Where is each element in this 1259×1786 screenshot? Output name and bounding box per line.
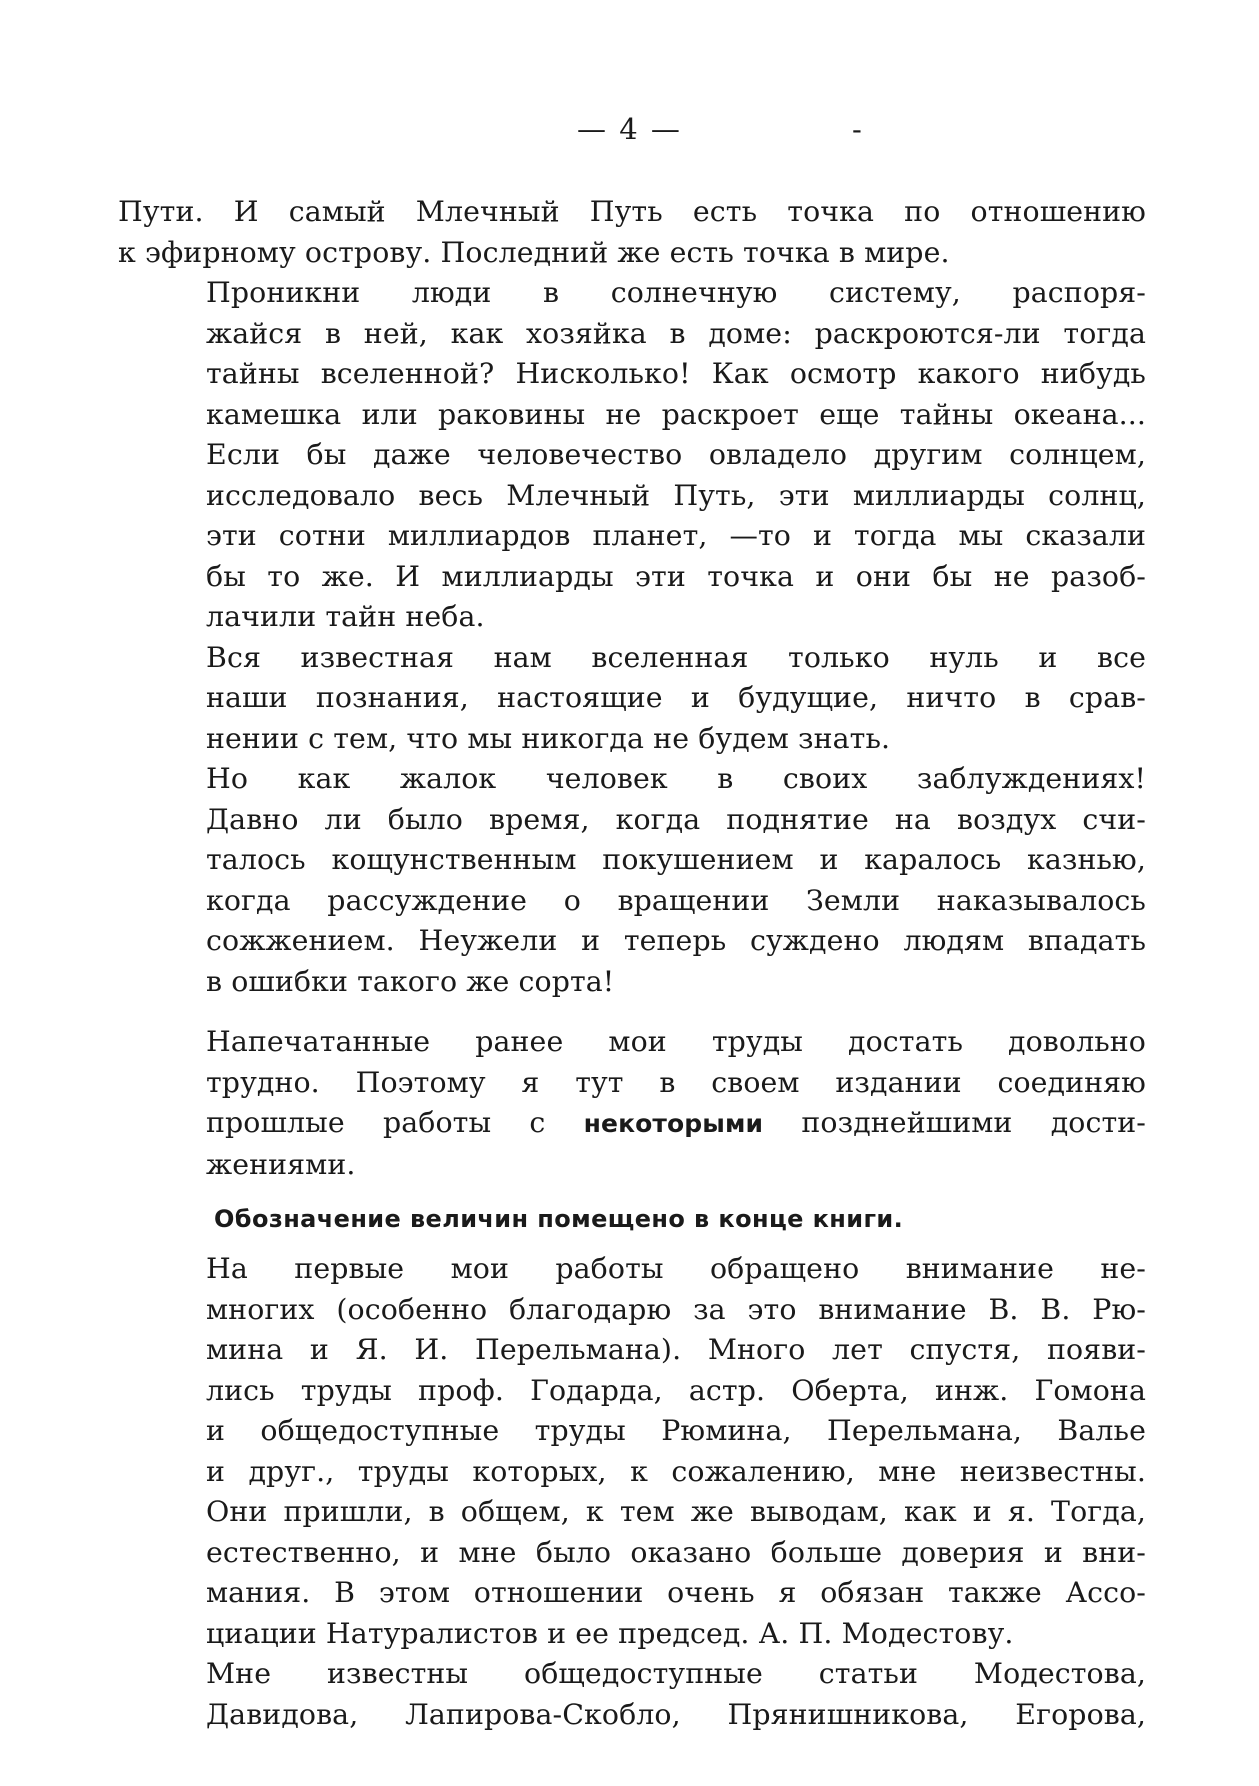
text-line: к эфирному острову. Последний же есть точка в мире. [118, 235, 950, 269]
text-line: мина и Я. И. Перельмана). Много лет спустя, появи- [206, 1333, 1146, 1366]
page-number [0, 112, 1259, 146]
text-line: в ошибки такого же сорта! [206, 964, 615, 998]
text-line: эти сотни миллиардов планет, —то и тогда мы сказали [206, 519, 1146, 552]
text-line: Если бы даже человечество овладело другим солнцем, [206, 438, 1146, 471]
paragraph-3 [118, 638, 1146, 760]
text-line: талось кощунственным покушением и каралось казнью, [206, 843, 1146, 876]
paragraph-7 [118, 1654, 1146, 1735]
text-line: Вся известная нам вселенная только нуль и все [206, 640, 1146, 674]
text-line: исследовало весь Млечный Путь, эти миллиарды солнц, [206, 478, 1146, 512]
text-line: Давидова, Лапирова-Скобло, Прянишникова, Егорова, [206, 1697, 1146, 1731]
text-line: сожжением. Неужели и теперь суждено людям впадать [206, 924, 1146, 957]
text-line: нении с тем, что мы никогда не будем знать. [206, 721, 891, 755]
text-line: Напечатанные ранее мои труды достать довольно [206, 1025, 1146, 1058]
text-line: бы то же. И миллиарды эти точка и они бы не разоб- [206, 559, 1146, 593]
paragraph-1 [118, 192, 1146, 273]
text-run: позднейшими дости- [763, 1106, 1146, 1139]
text-line: камешка или раковины не раскроет еще тайны океана... [206, 397, 1146, 431]
text-line: жениями. [206, 1147, 356, 1181]
text-line: лачили тайн неба. [206, 600, 485, 633]
text-line: многих (особенно благодарю за это внимание В. В. Рю- [206, 1292, 1146, 1326]
section-heading: Обозначение величин помещено в конце книги. [214, 1205, 904, 1233]
text-line: и общедоступные труды Рюмина, Перельмана, Валье [206, 1414, 1146, 1447]
text-line: мания. В этом отношении очень я обязан также Ассо- [206, 1576, 1146, 1609]
text-line: Они пришли, в общем, к тем же выводам, как и я. Тогда, [206, 1495, 1146, 1528]
paragraph-2 [118, 273, 1146, 638]
text-line: жайся в ней, как хозяйка в доме: раскроются-ли тогда [206, 316, 1146, 350]
text-run: прошлые работы с [206, 1106, 584, 1139]
text-line: естественно, и мне было оказано больше доверия и вни- [206, 1535, 1146, 1569]
bold-run: некоторыми [583, 1109, 764, 1138]
text-line: тайны вселенной? Нисколько! Как осмотр какого нибудь [206, 357, 1146, 390]
text-line: трудно. Поэтому я тут в своем издании соединяю [206, 1065, 1146, 1099]
text-line: и друг., труды которых, к сожалению, мне неизвестны. [206, 1454, 1146, 1488]
corner-dash: - [852, 112, 864, 146]
text-line: циации Натуралистов и ее председ. А. П. Модестову. [206, 1616, 1014, 1650]
text-line: лись труды проф. Годарда, астр. Оберта, инж. Гомона [206, 1373, 1146, 1407]
text-line: На первые мои работы обращено внимание не- [206, 1252, 1146, 1285]
text-line-mixed [118, 1103, 1146, 1145]
text-line: Давно ли было время, когда поднятие на воздух счи- [206, 802, 1146, 836]
page-number-text: — 4 — [577, 112, 682, 146]
text-line: Проникни люди в солнечную систему, распоря- [206, 276, 1146, 309]
text-line: Но как жалок человек в своих заблуждениях! [206, 762, 1146, 795]
page-body [118, 192, 1146, 1735]
text-line: Мне известны общедоступные статьи Модестова, [206, 1657, 1146, 1690]
text-line: когда рассуждение о вращении Земли наказывалось [206, 883, 1146, 917]
text-line: Пути. И самый Млечный Путь есть точка по отношению [118, 195, 1146, 228]
paragraph-4 [118, 759, 1146, 1002]
text-line: наши познания, настоящие и будущие, ничто в срав- [206, 681, 1146, 714]
paragraph-6 [118, 1249, 1146, 1654]
paragraph-5 [118, 1022, 1146, 1185]
